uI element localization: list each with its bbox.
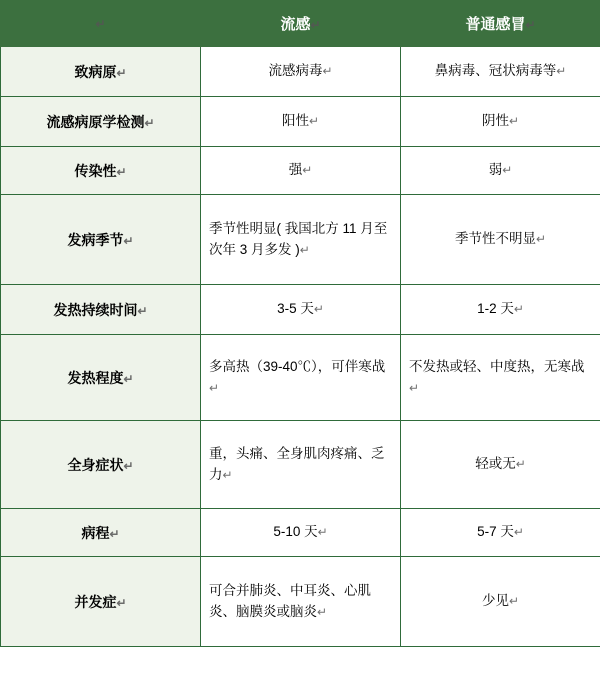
header-col-cold: [401, 1, 600, 47]
paragraph-mark: ↵: [308, 114, 320, 129]
paragraph-mark: ↵: [116, 65, 127, 80]
corner-paragraph-mark: ↵: [95, 17, 106, 31]
cell-course-flu: [201, 509, 401, 557]
table-row: [1, 195, 600, 285]
header-col-flu-label: 流感: [280, 16, 311, 33]
table-row: [1, 47, 600, 97]
row-label-season: [1, 195, 201, 285]
paragraph-mark: ↵: [513, 525, 524, 540]
row-label-complications: [1, 557, 201, 647]
cell-text: 阴性: [481, 113, 509, 129]
paragraph-mark: ↵: [556, 64, 567, 79]
paragraph-mark: ↵: [409, 380, 420, 395]
paragraph-mark: ↵: [322, 64, 333, 79]
cell-text: 弱: [488, 162, 503, 178]
paragraph-mark: ↵: [109, 526, 120, 541]
paragraph-mark: ↵: [310, 18, 321, 32]
cell-text: 3-5 天: [277, 301, 314, 317]
row-label-text: 发热持续时间: [53, 301, 138, 318]
cell-text: 阳性: [281, 113, 309, 129]
cell-contagiousness-cold: [401, 147, 600, 195]
paragraph-mark: ↵: [508, 594, 520, 609]
paragraph-mark: ↵: [123, 233, 134, 248]
cell-pathogen-flu: [201, 47, 401, 97]
cell-etiology-test-cold: [401, 97, 600, 147]
paragraph-mark: ↵: [137, 303, 148, 318]
paragraph-mark: ↵: [299, 242, 310, 257]
paragraph-mark: ↵: [116, 595, 127, 610]
cell-pathogen-cold: [401, 47, 600, 97]
row-label-pathogen: [1, 47, 201, 97]
cell-systemic-symptoms-cold: [401, 421, 600, 509]
paragraph-mark: ↵: [123, 458, 134, 473]
cell-fever-duration-cold: [401, 285, 600, 335]
paragraph-mark: ↵: [513, 302, 524, 317]
table-header-row: [1, 1, 600, 47]
table-row: [1, 147, 600, 195]
paragraph-mark: ↵: [116, 164, 127, 179]
cell-text: 鼻病毒、冠状病毒等: [434, 63, 557, 79]
row-label-fever-degree: [1, 335, 201, 421]
paragraph-mark: ↵: [144, 115, 155, 130]
row-label-text: 病程: [81, 524, 110, 541]
paragraph-mark: ↵: [222, 467, 233, 482]
row-label-text: 全身症状: [67, 456, 124, 473]
cell-text: 季节性明显( 我国北方 11 月至次年 3 月多发 ): [209, 220, 388, 257]
cell-text: 轻或无: [475, 456, 516, 472]
header-col-flu: [201, 1, 401, 47]
row-label-contagiousness: [1, 147, 201, 195]
cell-season-flu: [201, 195, 401, 285]
paragraph-mark: ↵: [502, 163, 513, 178]
cell-text: 可合并肺炎、中耳炎、心肌炎、脑膜炎或脑炎: [209, 582, 371, 619]
paragraph-mark: ↵: [508, 114, 520, 129]
cell-text: 不发热或轻、中度热，无寒战: [409, 358, 585, 374]
cell-text: 多高热（39-40℃），可伴寒战: [209, 358, 386, 374]
cell-systemic-symptoms-flu: [201, 421, 401, 509]
row-label-text: 并发症: [74, 593, 117, 610]
paragraph-mark: ↵: [123, 371, 134, 386]
cell-complications-cold: [401, 557, 600, 647]
row-label-fever-duration: [1, 285, 201, 335]
table-row: [1, 509, 600, 557]
paragraph-mark: ↵: [302, 163, 313, 178]
paragraph-mark: ↵: [535, 232, 547, 247]
table-row: [1, 97, 600, 147]
paragraph-mark: ↵: [317, 525, 328, 540]
paragraph-mark: ↵: [317, 604, 328, 619]
paragraph-mark: ↵: [209, 380, 220, 395]
cell-etiology-test-flu: [201, 97, 401, 147]
row-label-etiology-test: [1, 97, 201, 147]
table-row: [1, 285, 600, 335]
cell-fever-degree-flu: [201, 335, 401, 421]
row-label-text: 流感病原学检测: [46, 113, 145, 130]
cell-text: 5-10 天: [273, 524, 318, 540]
cell-text: 季节性不明显: [454, 231, 536, 247]
paragraph-mark: ↵: [525, 18, 536, 32]
paragraph-mark: ↵: [515, 457, 526, 472]
row-label-systemic-symptoms: [1, 421, 201, 509]
row-label-text: 发病季节: [67, 231, 124, 248]
cell-text: 强: [288, 162, 303, 178]
table-corner-cell: [1, 1, 201, 47]
header-col-cold-label: 普通感冒: [465, 16, 526, 33]
row-label-text: 致病原: [74, 63, 117, 80]
table-row: [1, 421, 600, 509]
cell-fever-duration-flu: [201, 285, 401, 335]
cell-text: 5-7 天: [477, 524, 514, 540]
row-label-text: 发热程度: [67, 369, 124, 386]
cell-contagiousness-flu: [201, 147, 401, 195]
table-row: [1, 557, 600, 647]
cell-complications-flu: [201, 557, 401, 647]
row-label-text: 传染性: [74, 162, 117, 179]
cell-fever-degree-cold: [401, 335, 600, 421]
paragraph-mark: ↵: [313, 302, 324, 317]
cell-text: 1-2 天: [477, 301, 514, 317]
cell-text: 重，头痛、全身肌肉疼痛、乏力: [209, 445, 385, 482]
row-label-course: [1, 509, 201, 557]
cell-course-cold: [401, 509, 600, 557]
cell-season-cold: [401, 195, 600, 285]
cell-text: 流感病毒: [268, 63, 323, 79]
cell-text: 少见: [481, 593, 509, 609]
table-row: [1, 335, 600, 421]
